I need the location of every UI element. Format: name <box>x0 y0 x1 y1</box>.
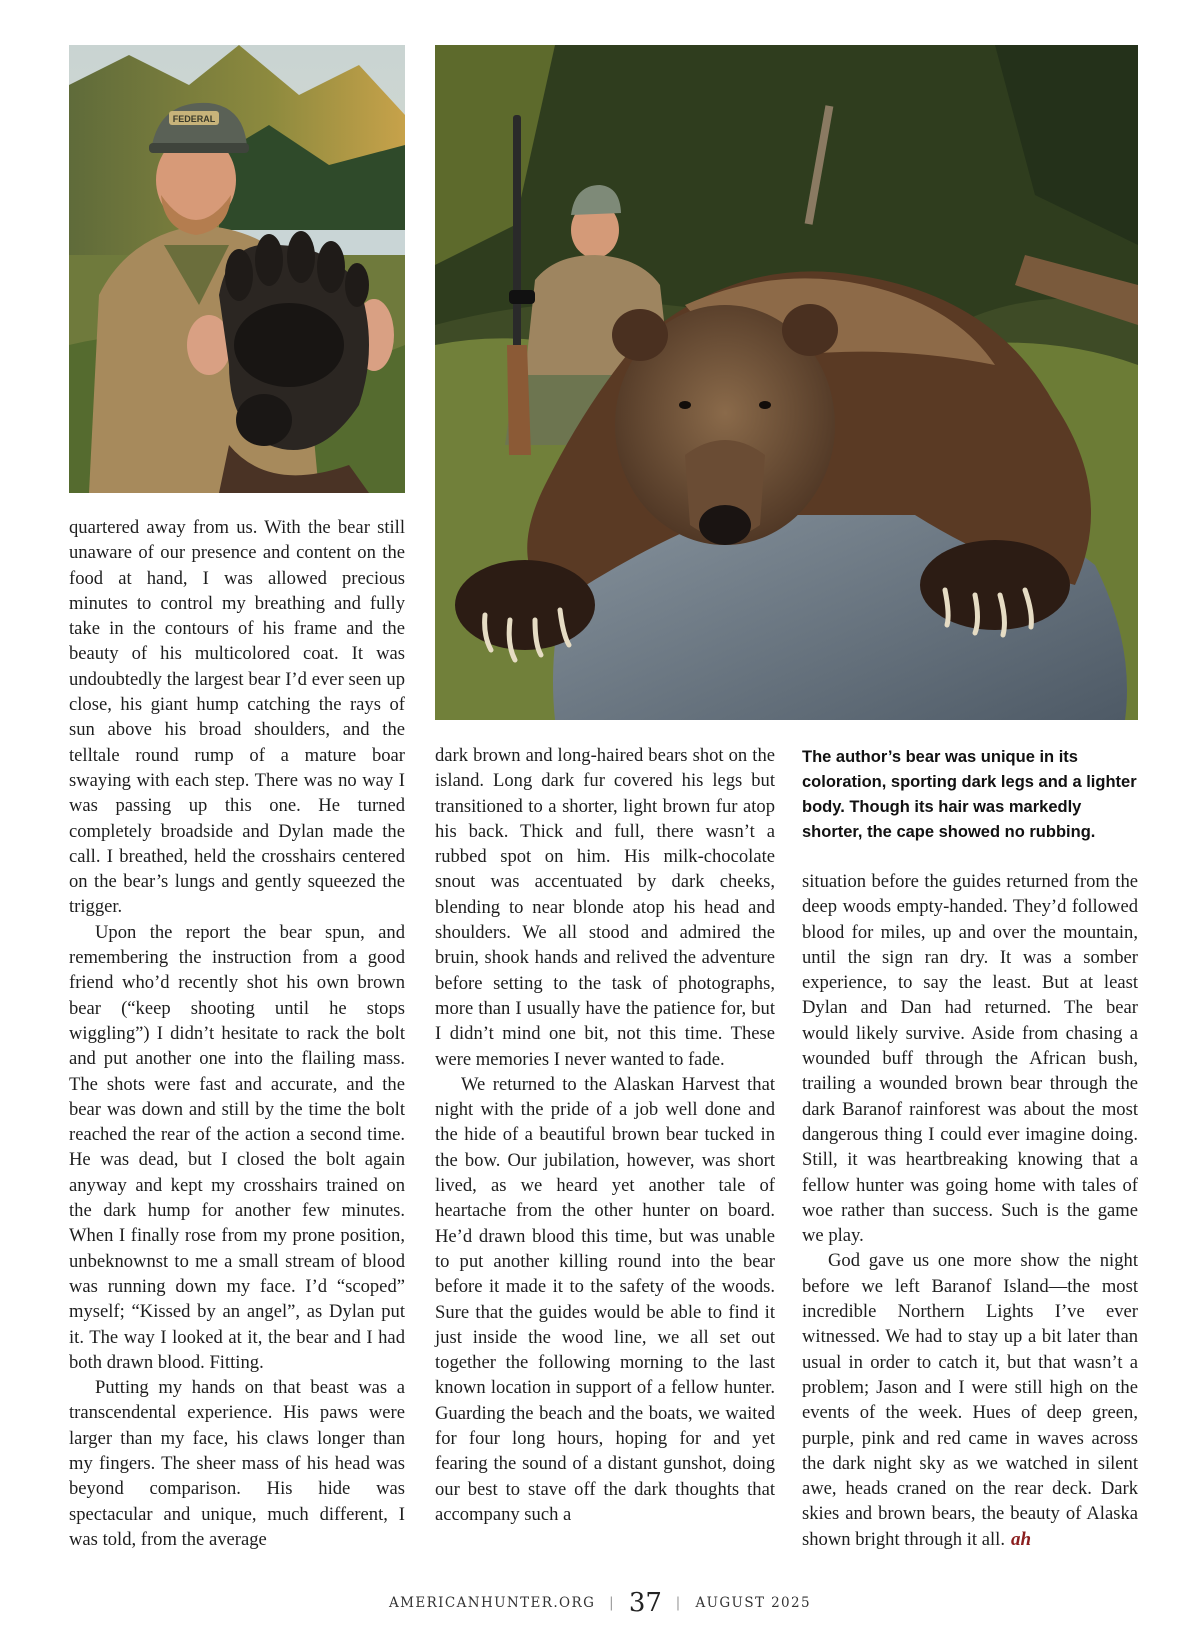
end-mark-logo: ah <box>1010 1528 1032 1550</box>
paragraph: Putting my hands on that beast was a transcendental experience. His paws were larger than my face, his claws longer than my fingers. The sheer mass of his head was beyond comparison. His hide was spectacular and unique, much different, I was told, from the average <box>69 1377 405 1550</box>
paragraph: dark brown and long-haired bears shot on the island. Long dark fur covered his legs but transitioned to a shorter, light brown fur atop his back. Thick and full, there wasn’t a rubbed spot on him. His milk-chocolate snout was accentuated by dark cheeks, blending to near blonde atop his head and shoulders. We all stood and admired the bruin, shook hands and relived the adventure before setting to the task of photographs, more than I usually have the patience for, but I didn’t mind one bit, not this time. These were memories I never wanted to fade. <box>435 745 775 1070</box>
article-column-3 <box>802 869 1138 1552</box>
hunter-with-brown-bear-photo <box>435 45 1138 720</box>
paragraph-text: God gave us one more show the night before we left Baranof Island—the most incredible Northern Lights I’ve ever witnessed. We had to stay up a bit later than usual in order to catch it, but that wasn’t a problem; Jason and I were still high on the events of the week. Hues of deep green, purple, pink and red came in waves across the dark night sky as we watched in silent awe, heads craned on the rear deck. Dark skies and brown bears, the beauty of Alaska shown bright through it all. <box>802 1250 1138 1550</box>
footer-separator: | <box>608 1595 616 1611</box>
hat-logo-text: FEDERAL <box>172 114 216 124</box>
photo-caption: The author’s bear was unique in its coloration, sporting dark legs and a lighter body. Though its hair was markedly shorter, the cape showed no rubbing. <box>802 748 1137 841</box>
footer-separator: | <box>675 1595 682 1611</box>
hunter-with-bear-paw-photo <box>69 45 405 493</box>
article-column-1 <box>69 515 405 1552</box>
paragraph: situation before the guides returned from the deep woods empty-handed. They’d followed blood for miles, up and over the mountain, until the sign ran dry. It was a somber experience, to say the least. But at least Dylan and Dan had returned. The bear would likely survive. Aside from chasing a wounded buff through the African bush, trailing a wounded brown bear through the dark Baranof rainforest was about the most dangerous thing I could ever imagine doing. Still, it was heartbreaking knowing that a fellow hunter was going home with tales of woe rather than success. Such is the game we play. <box>802 871 1138 1247</box>
brown-bear-illustration <box>435 45 1138 720</box>
hunter-with-bear-paw-illustration <box>69 45 405 493</box>
paragraph <box>802 1248 1138 1552</box>
paragraph: quartered away from us. With the bear still unaware of our presence and content on the food at hand, I was allowed precious minutes to control my breathing and fully take in the contours of his frame and the beauty of his multicolored coat. It was undoubtedly the largest bear I’d ever seen up close, his giant hump catching the rays of sun above his broad shoulders, and the telltale round rump of a mature boar swaying with each step. There was no way I was passing up this one. He turned completely broadside and Dylan made the call. I breathed, held the crosshairs centered on the bear’s lungs and gently squeezed the trigger. <box>69 517 405 918</box>
page-number: 37 <box>628 1588 662 1618</box>
footer-site: AMERICANHUNTER.ORG <box>388 1595 596 1611</box>
paragraph: Upon the report the bear spun, and remembering the instruction from a good friend who’d recently shot his own brown bear (“keep shooting until he stops wiggling”) I didn’t hesitate to rack the bolt and put another one into the flailing mass. The shots were fast and accurate, and the bear was down and still by the time the bolt reached the rear of the action a second time. He was dead, but I closed the bolt again anyway and kept my crosshairs trained on the dark hump for another few minutes. When I finally rose from my prone position, unbeknownst to me a small stream of blood was running down my face. I’d “scoped” myself; “Kissed by an angel”, as Dylan put it. The way I looked at it, the bear and I had both drawn blood. Fitting. <box>69 921 405 1373</box>
footer-issue: AUGUST 2025 <box>695 1595 812 1611</box>
paragraph: We returned to the Alaskan Harvest that night with the pride of a job well done and the hide of a beautiful brown bear tucked in the bow. Our jubilation, however, was short lived, as we heard yet another tale of heartache from the other hunter on board. He’d drawn blood this time, but was unable to put another killing round into the bear before it made it to the safety of the woods. Sure that the guides would be able to find it just inside the wood line, we all set out together the following morning to the last known location in support of a fellow hunter. Guarding the beach and the boats, we waited for four long hours, hoping for and yet fearing the sound of a distant gunshot, doing our best to stave off the dark thoughts that accompany such a <box>435 1073 775 1525</box>
article-column-2 <box>435 743 775 1527</box>
page-footer <box>0 1588 1200 1618</box>
